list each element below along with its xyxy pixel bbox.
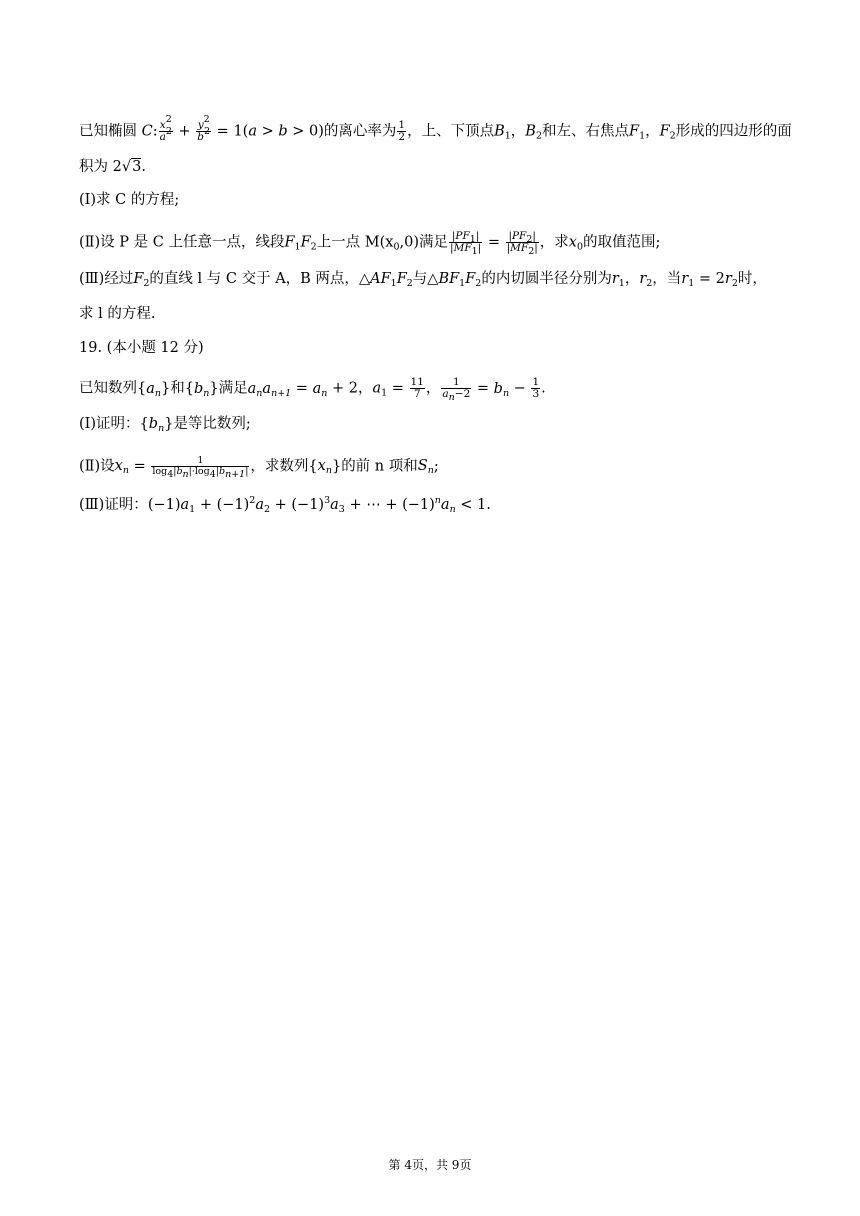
problem18-part1	[79, 193, 800, 208]
problem18-part3-text-f: 时，	[737, 271, 767, 287]
one-third: $\frac{1}{3}$	[532, 376, 540, 401]
problem19-part1: (Ⅰ)证明：$\{b_n\}$是等比数列;	[79, 416, 251, 434]
problem18-quadrilateral-text: 形成的四边形的面	[675, 123, 792, 140]
ellipse-term-y: $\frac{y^2}{b^2}$	[197, 114, 211, 144]
problem19-part2-text-c: 的前 n 项和	[341, 458, 418, 475]
ellipse-term-x: $\frac{x^2}{a^2}$	[159, 114, 172, 144]
ratio-left: $\frac{|PF_1|}{|MF_1|}$	[450, 230, 482, 258]
problem19-part3: (Ⅲ)证明：$(-1)a_1 + (-1)^2a_2 + (-1)^3a_3$ + ⋯ + $(-1)^na_n < 1$.	[79, 495, 491, 515]
problem18-part3-text-b: 的直线 l 与 C 交于 A，B 两点，	[149, 271, 359, 287]
problem18-stem-intro: 已知椭圆	[79, 123, 142, 140]
problem19-part2-text-b: ，求数列	[250, 458, 309, 475]
problem18-part3-text-d: 的内切圆半径分别为	[481, 271, 612, 287]
problem18-foci-text: 和左、右焦点	[542, 123, 629, 140]
problem18-part3-line2	[79, 307, 800, 322]
eccentricity-value: $\frac{1}{2}$	[398, 119, 406, 144]
problem18-part3-text-e: ，当	[652, 271, 682, 287]
problem18-area-radicand: 3	[132, 159, 142, 175]
page-number-label: 第 4页，共 9页	[388, 1158, 472, 1172]
problem18-part3-text-a: 经过	[104, 271, 134, 287]
problem19-heading-text: 19. (本小题 12 分)	[79, 340, 204, 356]
problem19-part1-label: (Ⅰ)	[79, 416, 97, 432]
problem19-stem-text-a: 已知数列	[79, 380, 137, 397]
problem18-part3-text-g: 求 l 的方程.	[79, 306, 156, 322]
problem19-part2-text-a: 设	[100, 458, 115, 475]
problem19-stem-text-b: 和	[170, 380, 185, 397]
problem18-stem-line1: 已知椭圆 C: $\frac{x^2}{a^2}$ + $\frac{y^2}{b^2}$ = 1(a > b > 0)的离心率为 $\frac{1}{2}$ ，上、下顶点$B_1$，$B_2$和左、右焦点$F_1$，$F_2$形成的四边形的面	[79, 114, 792, 144]
problem19-part3-text: 证明：	[104, 497, 148, 513]
problem18-part2-text-a: 设 P 是 C 上任意一点，线段	[100, 234, 285, 251]
problem18-part2-text-b: 上一点 M(x	[316, 234, 394, 251]
problem19-part2-label: (Ⅱ)	[79, 458, 101, 475]
problem18-stem-line2: 积为 2√3.	[79, 159, 146, 175]
problem18-part2-label: (Ⅱ)	[79, 234, 101, 251]
problem19-heading	[79, 341, 800, 356]
problem18-area-prefix: 积为	[79, 159, 113, 175]
page-footer	[0, 1156, 860, 1173]
a1-value: $\frac{11}{7}$	[410, 376, 424, 401]
problem18-part3-text-c: 与	[412, 271, 428, 287]
problem19-stem-text-c: 满足	[218, 380, 248, 397]
problem18-part2-text-e: 的取值范围;	[583, 234, 661, 251]
problem18-part2-text-d: ，求	[539, 234, 569, 251]
problem18-part3-label: (Ⅲ)	[79, 271, 105, 287]
problem19-stem: 已知数列$\{a_n\}$和$\{b_n\}$满足$a_na_{n+1} = a_n + 2$，$a_1$ = $\frac{11}{7}$ ， $\frac{1}{a_n-2}$ = $b_n$ − $\frac{1}{3}$ .	[79, 376, 546, 404]
problem19-part3-label: (Ⅲ)	[79, 497, 105, 513]
problem18-part2-text-c: 满足	[419, 234, 449, 251]
problem18-eccentricity-text: 的离心率为	[323, 123, 397, 140]
problem18-part1-label: (Ⅰ)	[79, 192, 97, 208]
problem18-part3-line1: (Ⅲ)经过$F_2$的直线 l 与 C 交于 A，B 两点，$\triangle AF_1F_2$与$\triangle BF_1F_2$的内切圆半径分别为$r_1$，$r_2$，当$r_1 = 2r_2$时，	[79, 271, 767, 289]
ratio-right: $\frac{|PF_2|}{|MF_2|}$	[506, 230, 538, 258]
problem19-part1-text: 证明：	[96, 416, 140, 432]
problem18-part1-text: 求 C 的方程;	[96, 192, 180, 208]
problem18-part2: (Ⅱ)设 P 是 C 上任意一点，线段$F_1F_2$上一点 $M(x_0,0)$满足 $\frac{|PF_1|}{|MF_1|}$ = $\frac{|PF_2|}{|MF_2|}$ ，求$x_0$的取值范围;	[79, 230, 661, 258]
reciprocal-term: $\frac{1}{a_n-2}$	[442, 376, 471, 404]
problem19-part2: (Ⅱ)设$x_n$ = $\frac{1}{\log_4|b_n|\cdot\log_4|b_{n+1}|}$ ，求数列$\{x_n\}$的前 n 项和$S_n$;	[79, 455, 439, 480]
xn-definition: $\frac{1}{\log_4|b_n|\cdot\log_4|b_{n+1}|}$	[152, 455, 249, 480]
problem19-part1-tail: 是等比数列;	[173, 416, 251, 432]
problem18-vertices-text: ，上、下顶点	[407, 123, 495, 140]
